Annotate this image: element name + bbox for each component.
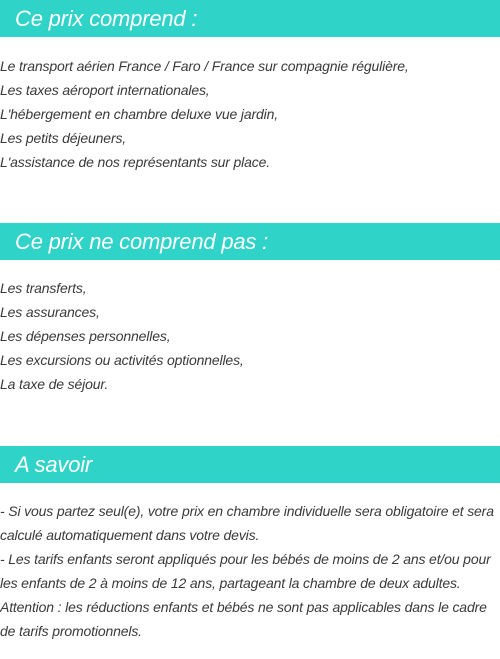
info-paragraph: - Les tarifs enfants seront appliqués pour les bébés de moins de 2 ans et/ou pour les enfants de 2 à moins de 12 ans, partageant la chambre de deux adultes.: [0, 551, 491, 591]
section-header-good-to-know: [0, 446, 500, 483]
list-item: Les petits déjeuners,: [0, 130, 127, 146]
included-list: [0, 54, 500, 174]
list-item: Les taxes aéroport internationales,: [0, 82, 210, 98]
good-to-know-text: [0, 499, 500, 643]
list-item: La taxe de séjour.: [0, 376, 109, 392]
section-header-included: [0, 0, 500, 37]
list-item: L'hébergement en chambre deluxe vue jardin,: [0, 106, 278, 122]
section-title-good-to-know: A savoir: [15, 452, 93, 477]
not-included-list: [0, 276, 500, 396]
section-header-not-included: [0, 223, 500, 260]
list-item: Les excursions ou activités optionnelles,: [0, 352, 244, 368]
list-item: Les assurances,: [0, 304, 100, 320]
section-title-not-included: Ce prix ne comprend pas :: [15, 229, 269, 254]
list-item: Le transport aérien France / Faro / France sur compagnie régulière,: [0, 58, 409, 74]
info-paragraph: - Si vous partez seul(e), votre prix en chambre individuelle sera obligatoire et sera calculé automatiquement dans votre devis.: [0, 503, 494, 543]
info-paragraph: Attention : les réductions enfants et bébés ne sont pas applicables dans le cadre de tarifs promotionnels.: [0, 599, 487, 639]
list-item: L'assistance de nos représentants sur place.: [0, 154, 271, 170]
list-item: Les dépenses personnelles,: [0, 328, 171, 344]
section-title-included: Ce prix comprend :: [15, 6, 198, 31]
list-item: Les transferts,: [0, 280, 87, 296]
